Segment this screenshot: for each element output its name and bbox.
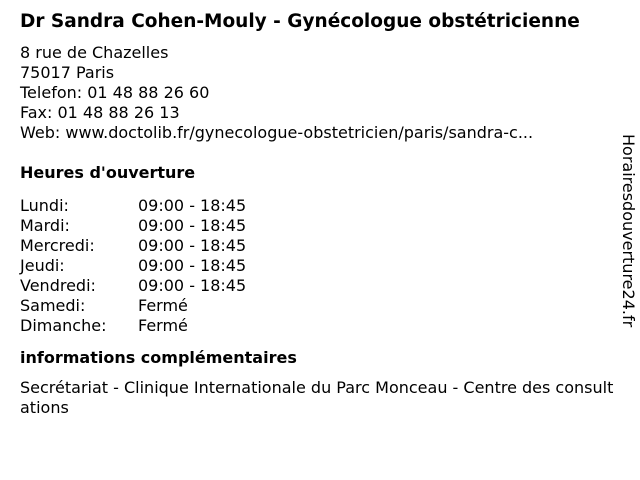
day-hours: Fermé xyxy=(138,316,188,335)
hours-row-friday xyxy=(20,276,610,296)
day-hours: 09:00 - 18:45 xyxy=(138,196,247,215)
hours-row-thursday xyxy=(20,256,610,276)
day-hours: 09:00 - 18:45 xyxy=(138,236,247,255)
day-label: Mercredi: xyxy=(20,236,95,255)
hours-row-saturday xyxy=(20,296,610,316)
day-hours: 09:00 - 18:45 xyxy=(138,256,247,275)
hours-row-wednesday xyxy=(20,236,610,256)
website-link[interactable]: Web: www.doctolib.fr/gynecologue-obstetricien/paris/sandra-c... xyxy=(20,123,534,142)
day-label: Samedi: xyxy=(20,296,86,315)
hours-row-monday xyxy=(20,196,610,216)
day-label: Vendredi: xyxy=(20,276,96,295)
day-label: Lundi: xyxy=(20,196,69,215)
additional-info-heading: informations complémentaires xyxy=(20,348,297,367)
day-hours: Fermé xyxy=(138,296,188,315)
site-watermark: Horairesdouverture24.fr xyxy=(619,134,638,328)
city-postal: 75017 Paris xyxy=(20,63,115,82)
hours-row-tuesday xyxy=(20,216,610,236)
additional-info-text: Secrétariat - Clinique Internationale du Parc Monceau - Centre des consultations xyxy=(20,378,614,417)
page-title: Dr Sandra Cohen-Mouly - Gynécologue obstétricienne xyxy=(20,11,580,32)
day-label: Dimanche: xyxy=(20,316,107,335)
day-hours: 09:00 - 18:45 xyxy=(138,216,247,235)
opening-hours-heading: Heures d'ouverture xyxy=(20,163,196,182)
hours-row-sunday xyxy=(20,316,610,336)
street-address: 8 rue de Chazelles xyxy=(20,43,169,62)
fax-number: Fax: 01 48 88 26 13 xyxy=(20,103,180,122)
day-label: Jeudi: xyxy=(20,256,65,275)
address-block xyxy=(20,43,610,143)
phone-number[interactable]: Telefon: 01 48 88 26 60 xyxy=(20,83,210,102)
day-hours: 09:00 - 18:45 xyxy=(138,276,247,295)
opening-hours-table xyxy=(20,196,610,336)
listing-card xyxy=(20,10,614,418)
day-label: Mardi: xyxy=(20,216,70,235)
